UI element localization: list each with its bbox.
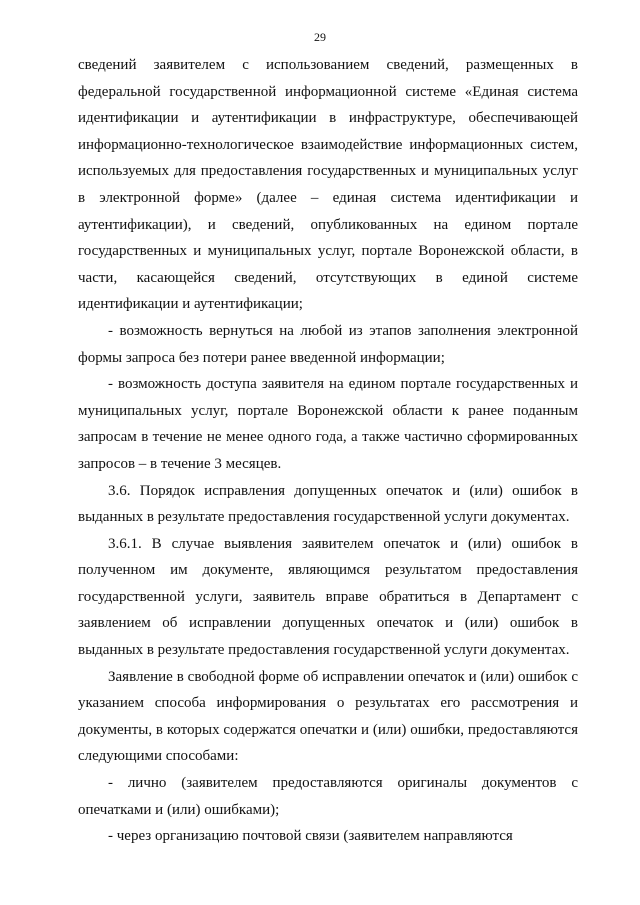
paragraph-list-item: - лично (заявителем предоставляются оригиналы документов с опечатками и (или) ошибками); [78,775,578,818]
paragraph: Заявление в свободной форме об исправлении опечаток и (или) ошибок с указанием способа информирования о результатах его рассмотрения и документы, в которых содержатся опечатки и (или) ошибки, предоставляются следующими способами: [78,668,578,765]
paragraph-list-item: - возможность доступа заявителя на едином портале государственных и муниципальных услуг, портале Воронежской области к ранее поданным запросам в течение не менее одного года, а также частично сформированных запросов – в течение 3 месяцев. [78,376,578,472]
page-number: 29 [314,30,326,44]
paragraph-list-item: - через организацию почтовой связи (заявителем направляются [108,828,513,845]
body-text [78,52,578,850]
paragraph-continuation: сведений заявителем с использованием сведений, размещенных в федеральной государственной информационной системе «Единая система идентификации и аутентификации в инфраструктуре, обеспечивающей информационно-технологическое взаимодействие информационных систем, используемых для предоставления государственных и муниципальных услуг в электронной форме» (далее – единая система идентификации и аутентификации), и сведений, опубликованных на едином портале государственных и муниципальных услуг, портале Воронежской области, в части, касающейся сведений, отсутствующих в единой системе идентификации и аутентификации; [78,57,578,313]
paragraph-3-6-1: 3.6.1. В случае выявления заявителем опечаток и (или) ошибок в полученном им документе, являющимся результатом предоставления государственной услуги, заявитель вправе обратиться в Департамент с заявлением об исправлении допущенных опечаток и (или) ошибок в выданных в результате предоставления государственной услуги документах. [78,535,578,659]
paragraph-list-item: - возможность вернуться на любой из этапов заполнения электронной формы запроса без потери ранее введенной информации; [78,322,578,366]
section-heading-3-6: 3.6. Порядок исправления допущенных опечаток и (или) ошибок в выданных в результате предоставления государственной услуги документах. [78,482,578,526]
